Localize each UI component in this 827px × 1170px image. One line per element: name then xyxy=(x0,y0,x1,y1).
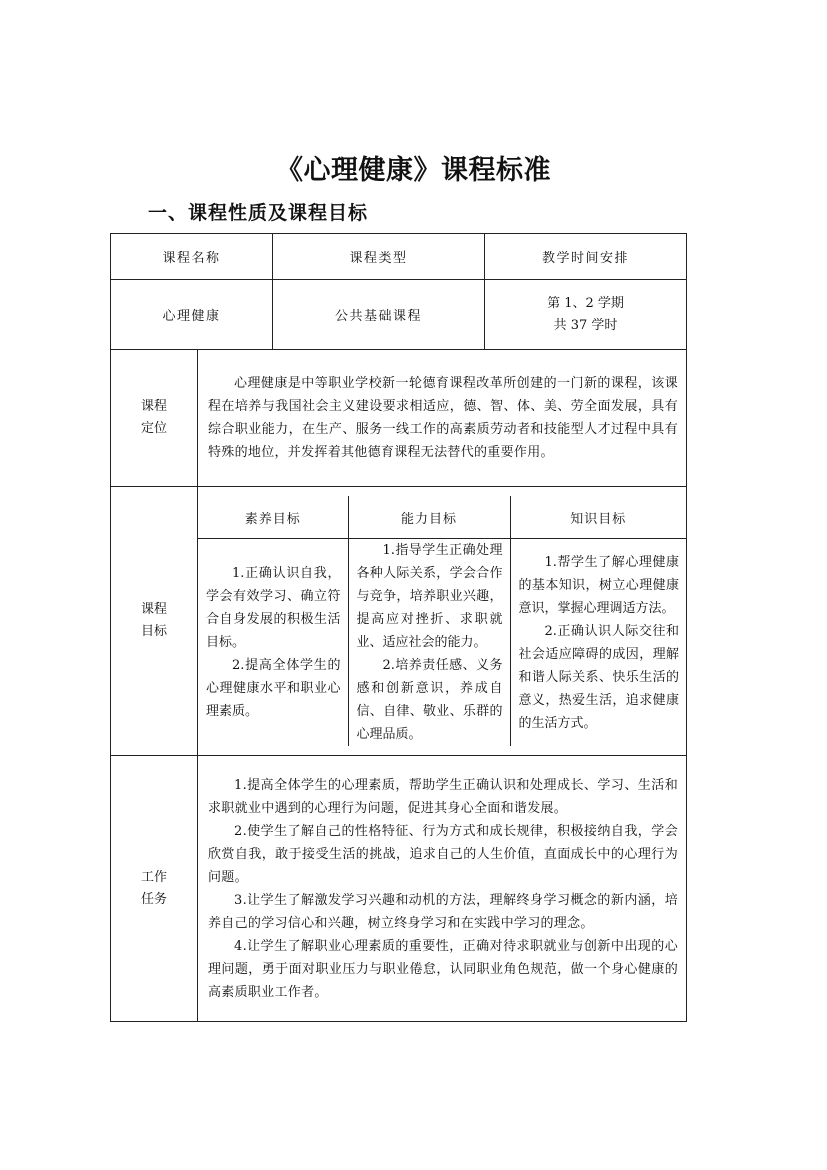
info-row xyxy=(111,280,687,350)
goals-label: 课程 目标 xyxy=(111,487,198,756)
header-course-type: 课程类型 xyxy=(273,234,485,280)
literacy-goal-title: 素养目标 xyxy=(198,496,348,539)
header-course-name: 课程名称 xyxy=(111,234,273,280)
tasks-label: 工作 任务 xyxy=(111,756,198,1022)
course-type-value: 公共基础课程 xyxy=(273,280,485,350)
positioning-row xyxy=(111,350,687,487)
ability-goal-title: 能力目标 xyxy=(348,496,510,539)
positioning-text: 心理健康是中等职业学校新一轮德育课程改革所创建的一门新的课程，该课程在培养与我国社会主义建设要求相适应，德、智、体、美、劳全面发展，具有综合职业能力，在生产、服务一线工作的高素质劳动者和技能型人才过程中具有特殊的地位，并发挥着其他德育课程无法替代的重要作用。 xyxy=(198,350,687,487)
goals-grid xyxy=(198,487,687,756)
positioning-label: 课程 定位 xyxy=(111,350,198,487)
knowledge-goal-text: 1.帮学生了解心理健康的基本知识，树立心理健康意识，掌握心理调适方法。 2.正确认识人际交往和社会适应障碍的成因，理解和谐人际关系、快乐生活的意义，热爱生活，追求健康的生活方式。 xyxy=(510,539,686,747)
schedule-value xyxy=(485,280,687,350)
goals-row xyxy=(111,487,687,756)
ability-goal-text: 1.指导学生正确处理各种人际关系，学会合作与竞争，培养职业兴趣，提高应对挫折、求职就业、适应社会的能力。 2.培养责任感、义务感和创新意识，养成自信、自律、敬业、乐群的心理品质。 xyxy=(348,539,510,747)
goals-subtable xyxy=(198,496,686,746)
course-standard-table xyxy=(110,233,687,1022)
knowledge-goal-title: 知识目标 xyxy=(510,496,686,539)
tasks-row xyxy=(111,756,687,1022)
header-row xyxy=(111,234,687,280)
section-heading: 一、课程性质及课程目标 xyxy=(148,202,369,224)
schedule-semester: 第 1、2 学期 xyxy=(547,295,624,311)
page-title: 《心理健康》课程标准 xyxy=(276,155,551,186)
header-schedule: 教学时间安排 xyxy=(485,234,687,280)
literacy-goal-text: 1.正确认识自我，学会有效学习、确立符合自身发展的积极生活目标。 2.提高全体学生的心理健康水平和职业心理素质。 xyxy=(206,566,341,719)
schedule-hours: 共 37 学时 xyxy=(553,317,618,333)
tasks-text: 1.提高全体学生的心理素质，帮助学生正确认识和处理成长、学习、生活和求职就业中遇到的心理行为问题，促进其身心全面和谐发展。 2.使学生了解自己的性格特征、行为方式和成长规律，积极接纳自我，学会欣赏自我，敢于接受生活的挑战，追求自己的人生价值，直面成长中的心理行为问题。 3.让学生了解激发学习兴趣和动机的方法，理解终身学习概念的新内涵，培养自己的学习信心和兴趣，树立终身学习和在实践中学习的理念。 4.让学生了解职业心理素质的重要性，正确对待求职就业与创新中出现的心理问题，勇于面对职业压力与职业倦怠，认同职业角色规范，做一个身心健康的高素质职业工作者。 xyxy=(198,756,687,1022)
course-name-value: 心理健康 xyxy=(111,280,273,350)
